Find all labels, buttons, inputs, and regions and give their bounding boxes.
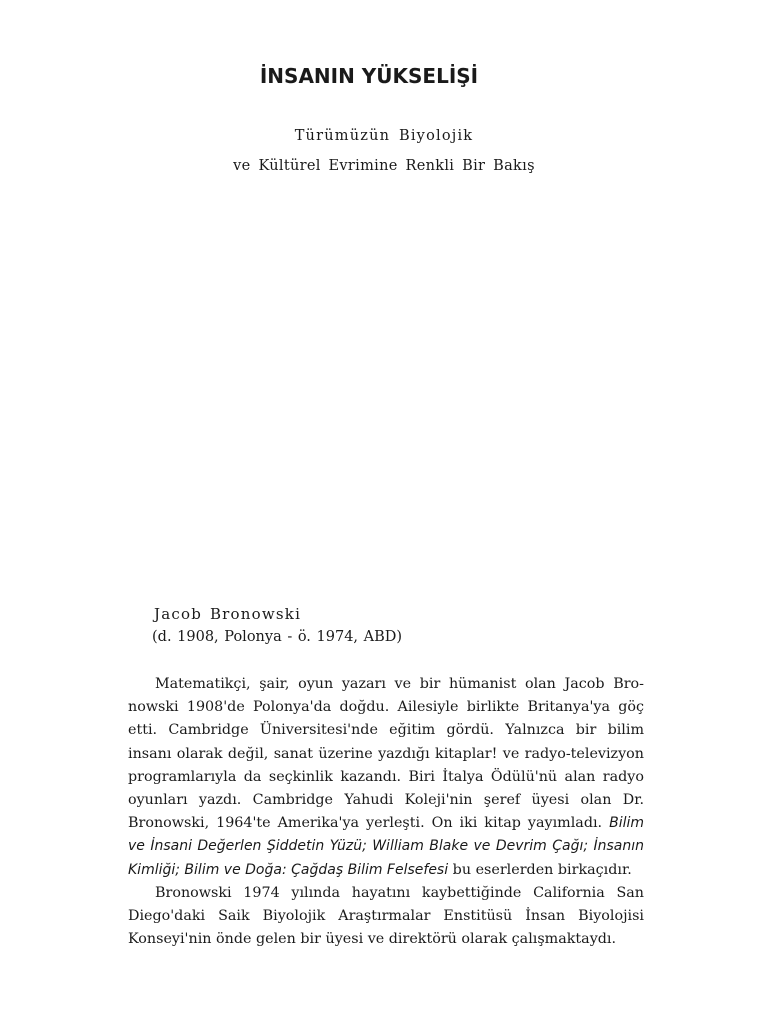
biography-text: Matematikçi, şair, oyun yazarı ve bir hümanist olan Jacob Bronowski 1908'de Polonya'da doğdu. Ailesiyle birlikte Britanya'ya göç etti. Cambridge Üniversitesi'nde eğitim gördü. Yalnızca bir bilim insanı olarak değil, sanat üzerine yazdığı kitaplar! ve radyo-televizyon programlarıyla da seçkinlik kazandı. Biri İtalya Ödülü'nü alan radyo oyunları yazdı. Cambridge Yahudi Koleji'nin şeref üyesi olan Dr. Bronowski, 1964'te Amerika'ya yerleşti. On iki kitap yayımladı. xyxy=(128,676,644,832)
biography-paragraph-2: Bronowski 1974 yılında hayatını kaybettiğinde California San Diego'daki Saik Biyolojik Araştırmalar Enstitüsü İnsan Biyolojisi Konseyi'nin önde gelen bir üyesi ve direktörü olarak çalışmaktaydı. xyxy=(128,884,644,948)
biography-paragraph-1 xyxy=(128,673,644,882)
author-dates: (d. 1908, Polonya - ö. 1974, ABD) xyxy=(152,629,403,645)
works-list: Bilim ve İnsani Değerlen Şiddetin Yüzü; William Blake ve Devrim Çağı; İnsanın Kimliği; Bilim ve Doğa: Çağdaş Bilim Felsefesi xyxy=(128,815,645,878)
book-subtitle-line-2: ve Kültürel Evrimine Renkli Bir Bakış xyxy=(233,158,535,174)
book-title: İNSANIN YÜKSELİŞİ xyxy=(259,64,479,88)
biography-text-tail: bu eserlerden birkaçıdır. xyxy=(452,861,632,878)
author-biography xyxy=(128,673,644,951)
book-subtitle-line-1: Türümüzün Biyolojik xyxy=(294,128,474,144)
author-name: Jacob Bronowski xyxy=(154,605,302,623)
